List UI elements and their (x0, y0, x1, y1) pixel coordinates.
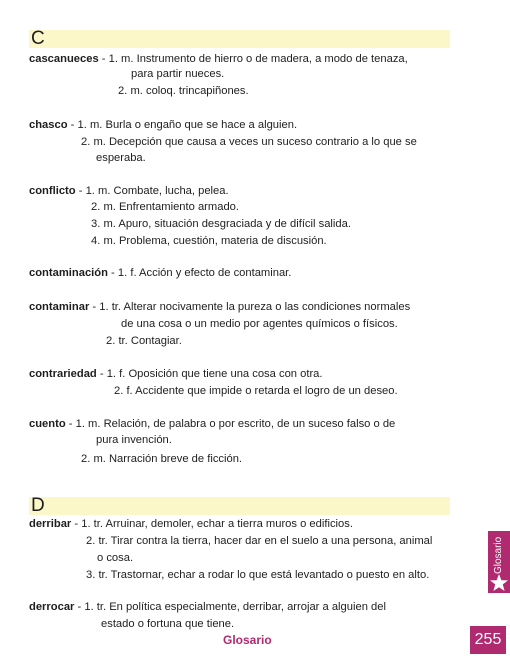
definition-text: - 1. f. Oposición que tiene una cosa con otra. (96, 368, 323, 380)
definition-line: para partir nueces. (131, 68, 225, 80)
term-contaminacion: contaminación (29, 267, 108, 279)
term-derrocar: derrocar (29, 601, 75, 613)
term-cascanueces: cascanueces (29, 53, 99, 65)
entry-derribar-line-1 (29, 517, 353, 531)
definition-line: 2. tr. Tirar contra la tierra, hacer dar en el suelo a una persona, animal (86, 535, 433, 547)
definition-text: - 1. tr. Arruinar, demoler, echar a tierra muros o edificios. (71, 518, 353, 530)
definition-line: 2. m. Enfrentamiento armado. (91, 201, 239, 213)
definition-line: estado o fortuna que tiene. (101, 618, 235, 630)
definition-line: o cosa. (97, 552, 134, 564)
definition-line: 2. tr. Contagiar. (106, 335, 182, 347)
entry-cascanueces-line-1 (29, 52, 408, 66)
term-chasco: chasco (29, 119, 68, 131)
term-conflicto: conflicto (29, 185, 76, 197)
section-d-letter: D (31, 495, 45, 516)
entry-contaminar-line-1 (29, 300, 410, 314)
definition-line: 2. f. Accidente que impide o retarda el logro de un deseo. (114, 385, 398, 397)
term-contaminar: contaminar (29, 301, 90, 313)
term-derribar: derribar (29, 518, 72, 530)
entry-contrariedad-line-1 (29, 367, 323, 381)
definition-text: - 1. f. Acción y efecto de contaminar. (107, 267, 292, 279)
entry-chasco-line-1 (29, 118, 297, 132)
term-contrariedad: contrariedad (29, 368, 97, 380)
definition-line: esperaba. (96, 152, 146, 164)
definition-line: 3. m. Apuro, situación desgraciada y de difícil salida. (91, 218, 351, 230)
definition-text: - 1. m. Burla o engaño que se hace a alguien. (67, 119, 298, 131)
glossary-tab-label (490, 531, 506, 575)
definition-line: 3. tr. Trastornar, echar a rodar lo que está levantado o puesto en alto. (86, 569, 430, 581)
definition-text: - 1. m. Relación, de palabra o por escrito, de un suceso falso o de (65, 418, 396, 430)
footer-title: Glosario (223, 633, 272, 647)
glossary-tab-text: Glosario (493, 536, 504, 574)
definition-line: 4. m. Problema, cuestión, materia de discusión. (91, 235, 327, 247)
definition-line: 2. m. Decepción que causa a veces un suceso contrario a lo que se (81, 136, 417, 148)
entry-derrocar-line-1 (29, 600, 386, 614)
definition-text: - 1. tr. Alterar nocivamente la pureza o las condiciones normales (89, 301, 411, 313)
entry-cuento-line-1 (29, 417, 395, 431)
definition-line: de una cosa o un medio por agentes químicos o físicos. (121, 318, 398, 330)
section-c-band (29, 30, 450, 48)
entry-contaminacion-line-1 (29, 266, 291, 280)
definition-line: 2. m. Narración breve de ficción. (81, 453, 243, 465)
definition-text: - 1. tr. En política especialmente, derribar, arrojar a alguien del (74, 601, 386, 613)
section-d-band (29, 497, 450, 515)
star-icon (489, 573, 509, 593)
section-c-letter: C (31, 28, 45, 49)
term-cuento: cuento (29, 418, 66, 430)
definition-line: pura invención. (96, 434, 172, 446)
definition-text: - 1. m. Instrumento de hierro o de madera, a modo de tenaza, (98, 53, 408, 65)
definition-line: 2. m. coloq. trincapiñones. (118, 85, 249, 97)
page-number: 255 (470, 626, 506, 654)
entry-conflicto-line-1 (29, 184, 229, 198)
definition-text: - 1. m. Combate, lucha, pelea. (75, 185, 229, 197)
